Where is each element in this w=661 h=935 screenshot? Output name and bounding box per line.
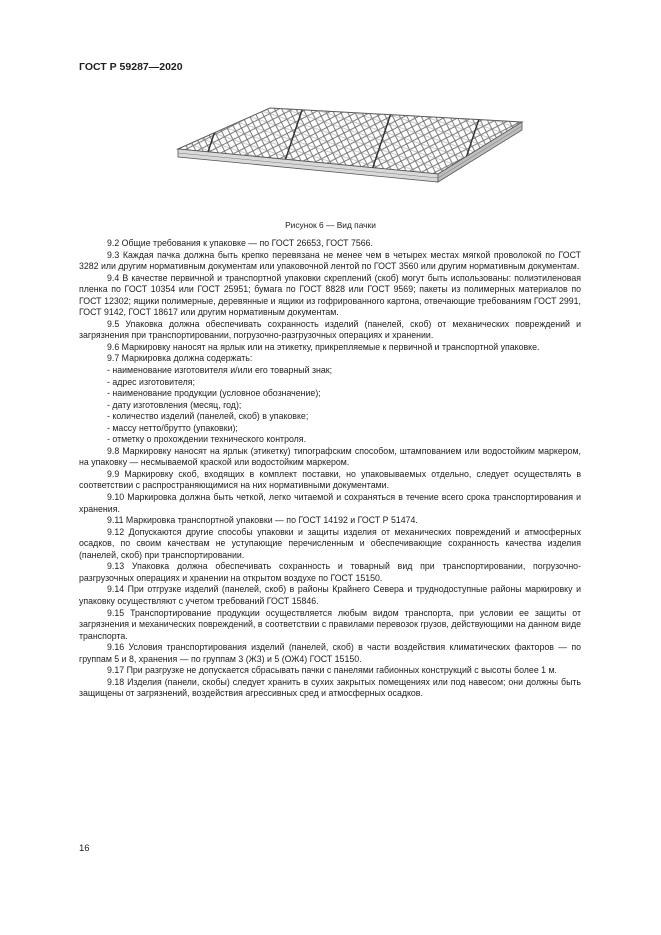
paragraph-9-4: 9.4 В качестве первичной и транспортной упаковки скреплений (скоб) могут быть использованы: полиэтиленовая пленка по ГОСТ 10354 или ГОСТ 25951; бумага по ГОСТ 8828 или ГОСТ 9569; пакеты из полимерных материалов по ГОСТ 12302; ящики полимерные, деревянные и ящики из гофрированного картона, отвечающие требованиям ГОСТ 2991, ГОСТ 9142, ГОСТ 18617 или другим нормативным документам. — [79, 272, 581, 318]
paragraph-9-7: 9.7 Маркировка должна содержать: — [107, 353, 253, 364]
paragraph-9-14: 9.14 При отгрузке изделий (панелей, скоб) в районы Крайнего Севера и труднодоступные районы маркировку и упаковку осуществляют с учетом требований ГОСТ 15846. — [79, 584, 581, 606]
paragraph-9-17: 9.17 При разгрузке не допускается сбрасывать пачки с панелями габионных конструкций с высоты более 1 м. — [107, 665, 557, 676]
page-number: 16 — [79, 843, 90, 854]
list-item: - наименование продукции (условное обозначение); — [107, 388, 321, 399]
paragraph-9-10: 9.10 Маркировка должна быть четкой, легко читаемой и сохраняться в течение всего срока транспортирования и хранения. — [79, 492, 581, 514]
paragraph-9-9: 9.9 Маркировку скоб, входящих в комплект поставки, но упаковываемых отдельно, следует осуществлять в соответствии с распространяющимися на них нормативными документами. — [79, 468, 581, 491]
list-item: - массу нетто/брутто (упаковки); — [107, 422, 238, 433]
figure-caption: Рисунок 6 — Вид пачки — [285, 220, 376, 230]
bundle-illustration — [170, 86, 530, 206]
paragraph-9-15: 9.15 Транспортирование продукции осуществляется любым видом транспорта, при условии ее защиты от загрязнения и механических повреждений, в соответствии с правилами перевозок грузов, действующими на данном виде транспорта. — [79, 607, 581, 641]
list-item: - отметку о прохождении технического контроля. — [107, 434, 307, 445]
paragraph-9-12: 9.12 Допускаются другие способы упаковки и защиты изделия от механических повреждений и атмосферных осадков, по своим качествам не уступающие перечисленным и обеспечивающие сохранность качества изделия (панелей, скоб) при транспортировании. — [79, 526, 581, 560]
list-item: - количество изделий (панелей, скоб) в упаковке; — [107, 411, 309, 422]
list-item: - адрес изготовителя; — [107, 376, 195, 387]
paragraph-9-8: 9.8 Маркировку наносят на ярлык (этикетку) типографским способом, штампованием или водостойким маркером, на упаковку — несмываемой краской или водостойким маркером. — [79, 445, 581, 468]
paragraph-9-16: 9.16 Условия транспортирования изделий (панелей, скоб) в части воздействия климатических факторов — по группам 5 и 8, хранения — по группам 3 (Ж3) и 5 (ОЖ4) ГОСТ 15150. — [79, 642, 581, 664]
list-item: - наименование изготовителя и/или его товарный знак; — [107, 365, 333, 376]
paragraph-9-2: 9.2 Общие требования к упаковке — по ГОСТ 26653, ГОСТ 7566. — [107, 238, 373, 248]
paragraph-9-6: 9.6 Маркировку наносят на ярлык или на этикетку, прикрепляемые к первичной и транспортной упаковке. — [107, 341, 540, 352]
list-item: - дату изготовления (месяц, год); — [107, 399, 242, 410]
section-body — [79, 238, 581, 700]
paragraph-9-13: 9.13 Упаковка должна обеспечивать сохранность и товарный вид при транспортировании, погрузочно-разгрузочных операциях и хранении на открытом воздухе по ГОСТ 15150. — [79, 561, 581, 583]
paragraph-9-18: 9.18 Изделия (панели, скобы) следует хранить в сухих закрытых помещениях или под навесом; они должны быть защищены от загрязнений, воздействия агрессивных сред и атмосферных осадков. — [79, 676, 581, 699]
paragraph-9-3: 9.3 Каждая пачка должна быть крепко перевязана не менее чем в четырех местах мягкой проволокой по ГОСТ 3282 или другим нормативным документам или упаковочной лентой по ГОСТ 3560 или другим нормативным документам. — [79, 249, 581, 272]
paragraph-9-5: 9.5 Упаковка должна обеспечивать сохранность изделий (панелей, скоб) от механических повреждений и загрязнения при транспортировании, погрузочно-разгрузочных операциях и хранении. — [79, 318, 581, 341]
marking-list — [79, 365, 581, 446]
paragraph-9-11: 9.11 Маркировка транспортной упаковки — по ГОСТ 14192 и ГОСТ Р 51474. — [107, 515, 418, 526]
document-header: ГОСТ Р 59287—2020 — [79, 61, 183, 73]
